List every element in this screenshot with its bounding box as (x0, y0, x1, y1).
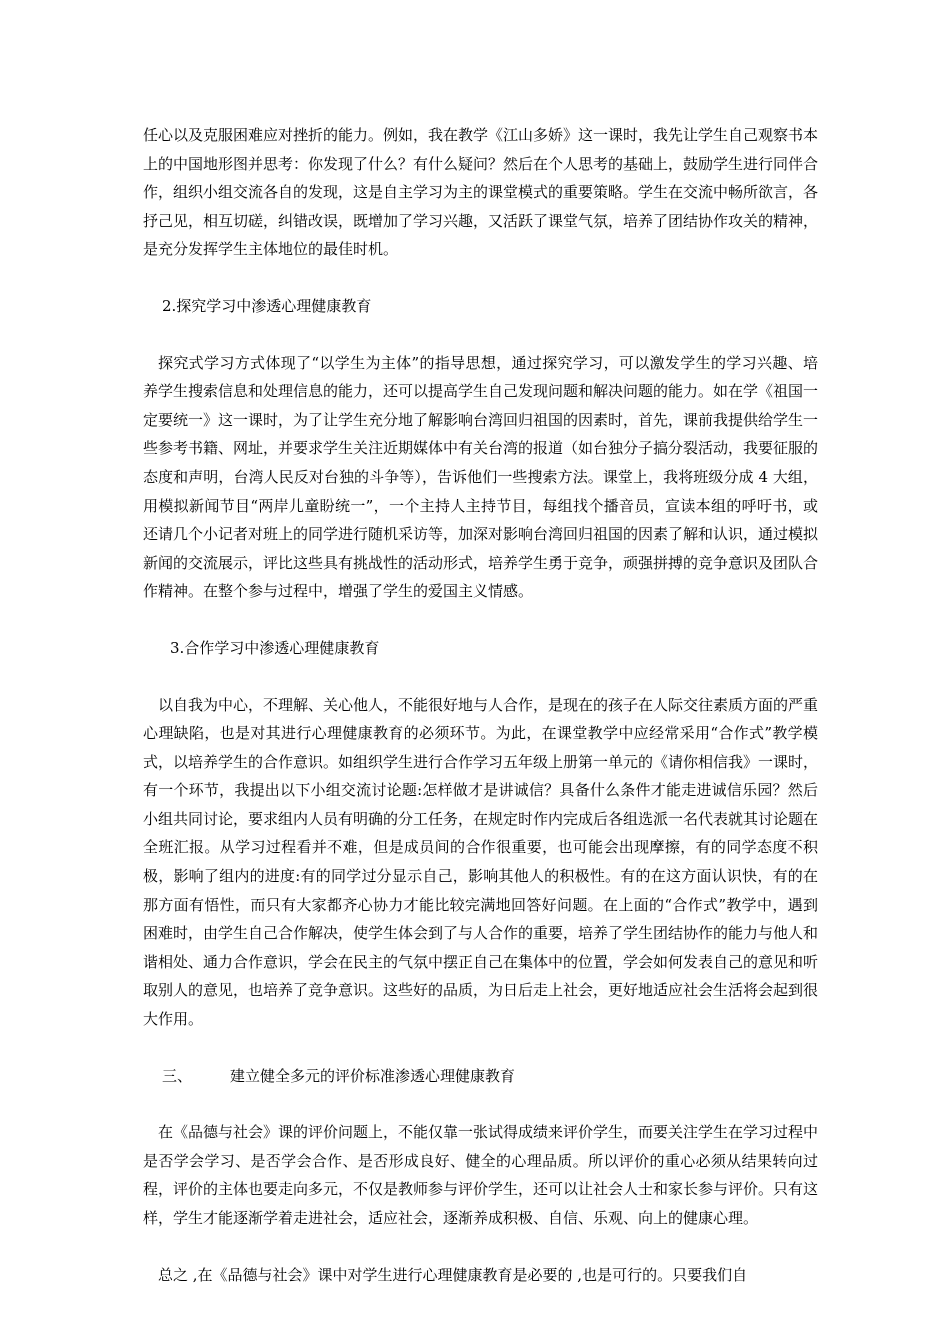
section-number: 三、 (162, 1066, 193, 1085)
paragraph-gap (143, 663, 818, 691)
section-heading-inquiry: 2.探究学习中渗透心理健康教育 (162, 296, 372, 315)
paragraph-evaluation: 在《品德与社会》课的评价问题上，不能仅靠一张试得成绩来评价学生，而要关注学生在学习过程中是否学会学习、是否学会合作、是否形成良好、健全的心理品质。所以评价的重心必须从结果转向过程，评价的主体也要走向多元，不仅是教师参与评价学生，还可以让社会人士和家长参与评价。只有这样，学生才能逐渐学着走进社会，适应社会，逐渐养成积极、自信、乐观、向上的健康心理。 (143, 1123, 819, 1227)
paragraph-self-study: 任心以及克服困难应对挫折的能力。例如，我在教学《江山多娇》这一课时，我先让学生自己观察书本上的中国地形图并思考：你发现了什么？有什么疑问？然后在个人思考的基础上，鼓励学生进行同伴合作，组织小组交流各自的发现，这是自主学习为主的课堂模式的重要策略。学生在交流中畅所欲言，各抒己见，相互切磋，纠错改误，既增加了学习兴趣，又活跃了课堂气氛，培养了团结协作攻关的精神，是充分发挥学生主体地位的最佳时机。 (143, 126, 819, 259)
paragraph-gap (143, 1233, 818, 1261)
paragraph-gap (143, 264, 818, 292)
section-title: 建立健全多元的评价标准渗透心理健康教育 (230, 1066, 516, 1085)
paragraph-cooperation: 以自我为中心，不理解、关心他人，不能很好地与人合作，是现在的孩子在人际交往素质方面的严重心理缺陷，也是对其进行心理健康教育的必须环节。为此，在课堂教学中应经常采用“合作式”教学模式，以培养学生的合作意识。如组织学生进行合作学习五年级上册第一单元的《请你相信我》一课时，有一个环节，我提出以下小组交流讨论题:怎样做才是讲诚信？具备什么条件才能走进诚信乐园？然后小组共同讨论，要求组内人员有明确的分工任务，在规定时作内完成后各组选派一名代表就其讨论题在全班汇报。从学习过程看并不难，但是成员间的合作很重要，也可能会出现摩擦，有的同学态度不积极，影响了组内的进度:有的同学过分显示自己，影响其他人的积极性。有的在这方面认识快，有的在那方面有悟性，而只有大家都齐心协力才能比较完满地回答好问题。在上面的“合作式”教学中，遇到困难时，由学生自己合作解决，使学生体会到了与人合作的重要，培养了学生团结协作的能力与他人和谐相处、通力合作意识，学会在民主的气氛中摆正自己在集体中的位置，学会如何发表自己的意见和听取别人的意见，也培养了竞争意识。这些好的品质，为日后走上社会，更好地适应社会生活将会起到很大作用。 (143, 695, 819, 1029)
paragraph-gap (143, 1034, 818, 1062)
section-heading-cooperation: 3.合作学习中渗透心理健康教育 (170, 638, 380, 657)
paragraph-conclusion: 总之 ,在《品德与社会》课中对学生进行心理健康教育是必要的 ,也是可行的。只要我们自 (158, 1265, 748, 1284)
section-heading-evaluation (143, 1062, 818, 1091)
paragraph-inquiry: 探究式学习方式体现了“以学生为主体”的指导思想，通过探究学习，可以激发学生的学习兴趣、培养学生搜索信息和处理信息的能力，还可以提高学生自己发现问题和解决问题的能力。如在学《祖国一定要统一》这一课时，为了让学生充分地了解影响台湾回归祖国的因素时，首先，课前我提供给学生一些参考书籍、网址，并要求学生关注近期媒体中有关台湾的报道（如台独分子搞分裂活动，我要征服的态度和声明，台湾人民反对台独的斗争等），告诉他们一些搜索方法。课堂上，我将班级分成 4 大组，用模拟新闻节目“两岸儿童盼统一”，一个主持人主持节目，每组找个播音员，宣读本组的呼吁书，或还请几个小记者对班上的同学进行随机采访等，加深对影响台湾回归祖国的因素了解和认识，通过模拟新闻的交流展示，评比这些具有挑战性的活动形式，培养学生勇于竞争，顽强拼搏的竞争意识及团队合作精神。在整个参与过程中，增强了学生的爱国主义情感。 (143, 353, 819, 601)
document-page (143, 121, 818, 1289)
paragraph-gap (143, 606, 818, 634)
paragraph-gap (143, 321, 818, 349)
paragraph-gap (143, 1090, 818, 1118)
